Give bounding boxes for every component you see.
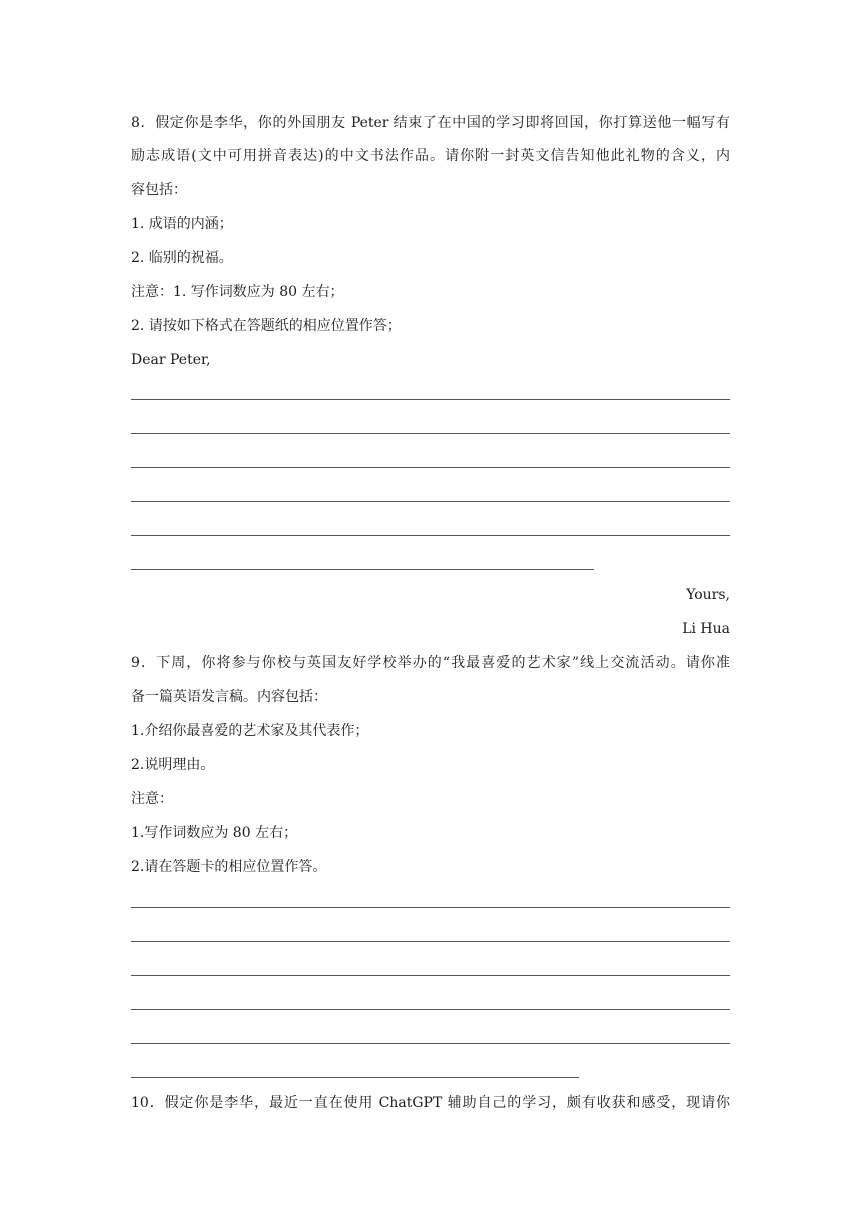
- q9-answer-line[interactable]: [131, 975, 730, 976]
- q9-note-1: 1.写作词数应为 80 左右；: [131, 825, 298, 841]
- q9-prompt-line-1: 9．下周，你将参与你校与英国友好学校举办的“我最喜爱的艺术家”线上交流活动。请你准: [131, 655, 730, 671]
- q8-answer-line[interactable]: [131, 535, 730, 536]
- q9-content-item-2: 2.说明理由。: [131, 757, 215, 773]
- q8-content-item-2: 2. 临别的祝福。: [131, 250, 233, 266]
- q8-answer-line[interactable]: [131, 501, 730, 502]
- q8-answer-line[interactable]: [131, 467, 730, 468]
- q8-signature: Li Hua: [682, 621, 730, 637]
- q9-prompt-line-2: 备一篇英语发言稿。内容包括：: [131, 689, 327, 705]
- q9-answer-line[interactable]: [131, 907, 730, 908]
- q8-content-item-1: 1. 成语的内涵；: [131, 216, 233, 232]
- q8-prompt-line-3: 容包括：: [131, 182, 187, 198]
- q8-answer-line[interactable]: [131, 399, 730, 400]
- q9-content-item-1: 1.介绍你最喜爱的艺术家及其代表作；: [131, 723, 369, 739]
- q10-prompt-line-1: 10．假定你是李华，最近一直在使用 ChatGPT 辅助自己的学习，颇有收获和感受，现请你: [131, 1095, 730, 1111]
- q9-answer-line[interactable]: [131, 941, 730, 942]
- q8-note-2: 2. 请按如下格式在答题纸的相应位置作答；: [131, 318, 401, 334]
- q8-closing: Yours,: [686, 587, 730, 603]
- q8-prompt-line-2: 励志成语(文中可用拼音表达)的中文书法作品。请你附一封英文信告知他此礼物的含义，内: [131, 148, 730, 164]
- q9-note-label: 注意：: [131, 791, 173, 807]
- q8-salutation: Dear Peter,: [131, 352, 211, 368]
- q8-note-1: 注意：1. 写作词数应为 80 左右；: [131, 284, 344, 300]
- q9-note-2: 2.请在答题卡的相应位置作答。: [131, 859, 327, 875]
- q9-answer-line-last[interactable]: [131, 1077, 579, 1078]
- q9-answer-line[interactable]: [131, 1043, 730, 1044]
- q9-answer-line[interactable]: [131, 1009, 730, 1010]
- q8-answer-line[interactable]: [131, 433, 730, 434]
- q8-prompt-line-1: 8．假定你是李华，你的外国朋友 Peter 结束了在中国的学习即将回国，你打算送他一幅写有: [131, 115, 730, 131]
- q8-answer-line-last[interactable]: [131, 569, 594, 570]
